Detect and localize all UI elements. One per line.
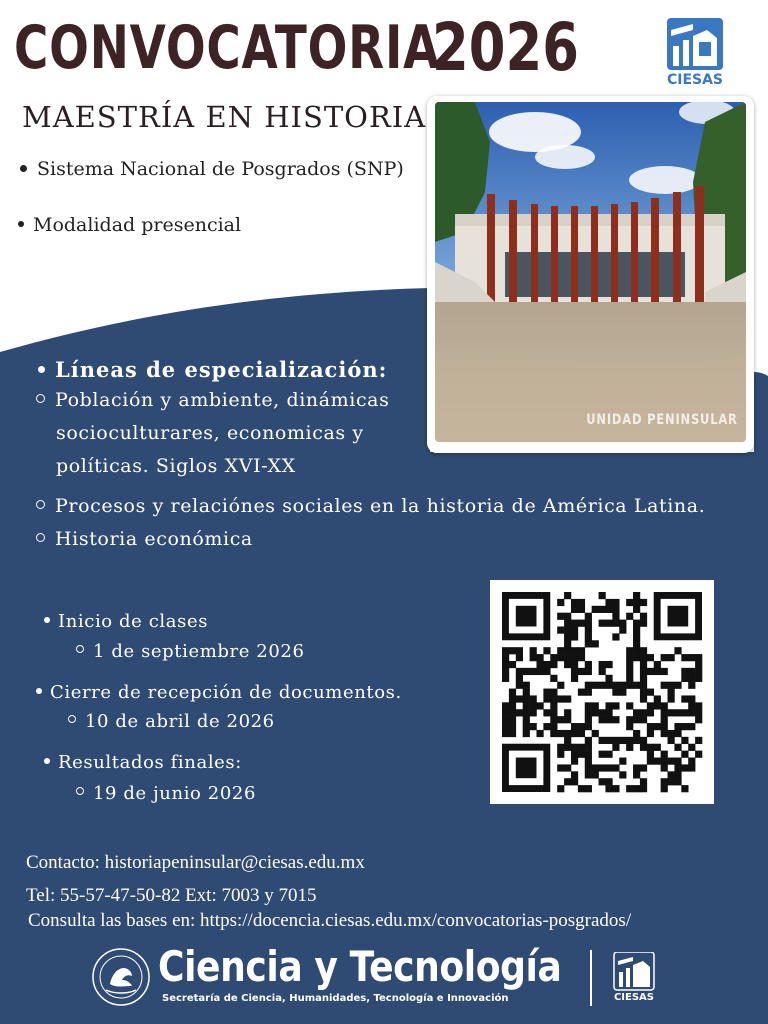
building-photo-frame <box>427 96 754 453</box>
specialization-heading-text: Líneas de especialización: <box>55 357 388 382</box>
footer-secretaria: Secretaría de Ciencia, Humanidades, Tecnología e Innovación <box>162 993 509 1004</box>
bullet-dot-icon <box>38 366 45 373</box>
qr-code-icon <box>490 580 714 804</box>
ring-bullet-icon <box>76 645 84 653</box>
program-bullet-text: Sistema Nacional de Posgrados (SNP) <box>37 158 404 180</box>
program-bullet-text: Modalidad presencial <box>33 214 242 236</box>
ring-bullet-icon <box>36 500 45 509</box>
program-bullet <box>20 158 404 180</box>
bullet-dot-icon <box>44 617 50 623</box>
building-illustration <box>435 102 746 442</box>
program-bullet <box>18 214 241 236</box>
ciesas-logo-bottom <box>612 952 656 1006</box>
date-value-text: 19 de junio 2026 <box>93 783 257 804</box>
contact-bases-link[interactable]: Consulta las bases en: https://docencia.ciesas.edu.mx/convocatorias-posgrados/ <box>28 910 632 931</box>
date-label-text: Resultados finales: <box>58 752 242 773</box>
specialization-line-text: Población y ambiente, dinámicas <box>55 389 390 411</box>
bullet-dot-icon <box>20 165 27 172</box>
national-seal-icon <box>92 948 150 1006</box>
date-label <box>36 682 402 703</box>
contact-phone: Tel: 55-57-47-50-82 Ext: 7003 y 7015 <box>26 885 317 906</box>
date-value <box>76 641 305 662</box>
ciesas-logo-text: CIESAS <box>613 992 655 1003</box>
title-convocatoria: CONVOCATORIA <box>14 13 441 83</box>
date-value <box>76 783 256 804</box>
date-label <box>44 752 242 773</box>
specialization-line-text: socioculturares, economicas y <box>56 422 364 444</box>
building-photo <box>435 102 746 442</box>
bullet-dot-icon <box>36 688 42 694</box>
specialization-line <box>36 490 705 523</box>
qr-code[interactable] <box>490 580 714 804</box>
date-value-text: 10 de abril de 2026 <box>85 711 275 732</box>
title-year: 2026 <box>432 9 579 86</box>
footer-divider <box>590 950 592 1006</box>
specialization-line <box>36 384 389 483</box>
date-label-text: Cierre de recepción de documentos. <box>50 682 402 703</box>
date-label <box>44 611 208 632</box>
specialization-line <box>36 523 253 556</box>
specialization-heading <box>38 357 387 382</box>
mexico-seal <box>92 948 150 1006</box>
date-label-text: Inicio de clases <box>58 611 209 632</box>
photo-caption: UNIDAD PENINSULAR <box>586 412 738 428</box>
ciesas-logo-top <box>663 16 727 92</box>
contact-email[interactable]: Contacto: historiapeninsular@ciesas.edu.mx <box>26 852 365 873</box>
specialization-line-text: políticas. Siglos XVI-XX <box>56 455 296 477</box>
bullet-dot-icon <box>44 758 50 764</box>
ring-bullet-icon <box>68 715 76 723</box>
date-value-text: 1 de septiembre 2026 <box>93 641 305 662</box>
ciesas-emblem-icon <box>612 952 656 992</box>
date-value <box>68 711 275 732</box>
program-title: MAESTRÍA EN HISTORIA <box>22 100 427 134</box>
footer-brand: Ciencia y Tecnología <box>158 942 562 991</box>
bullet-dot-icon <box>18 221 24 227</box>
ring-bullet-icon <box>36 394 45 403</box>
ring-bullet-icon <box>76 787 84 795</box>
specialization-line-text: Procesos y relaciónes sociales en la historia de América Latina. <box>55 495 706 517</box>
ciesas-logo-text: CIESAS <box>666 72 724 88</box>
ring-bullet-icon <box>36 533 45 542</box>
specialization-line-text: Historia económica <box>55 528 253 550</box>
